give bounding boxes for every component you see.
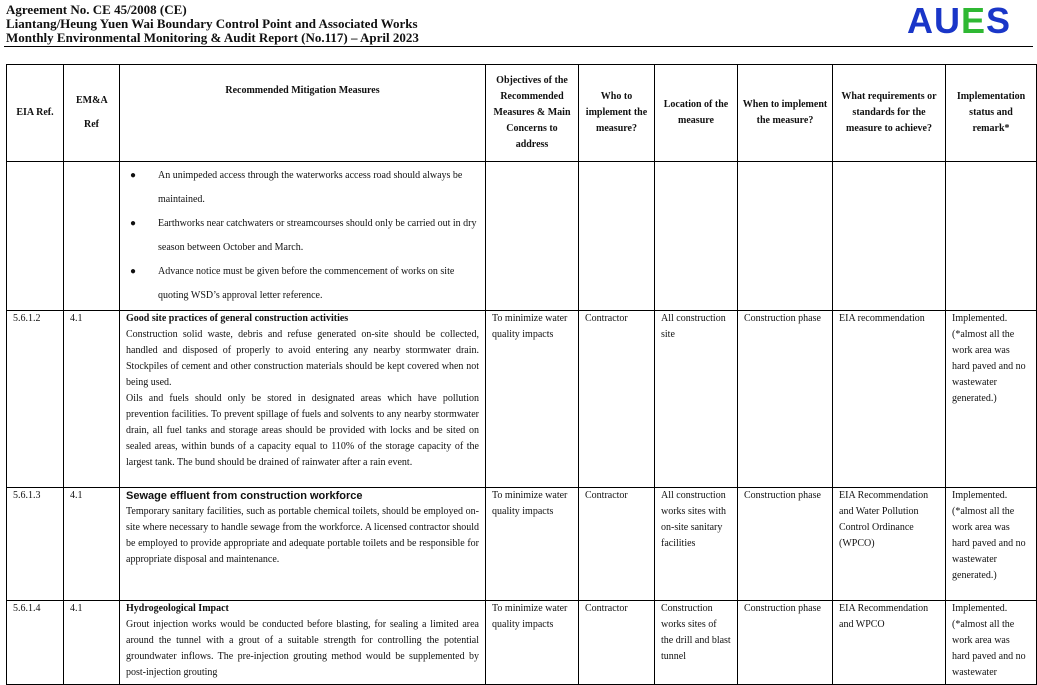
when-cell: Construction phase	[738, 311, 833, 488]
mitigation-measures-table	[6, 64, 1037, 685]
table-row	[7, 488, 1037, 601]
measure-title: Hydrogeological Impact	[126, 603, 229, 614]
who-cell: Contractor	[579, 488, 655, 601]
col-location: Location of the measure	[655, 65, 738, 162]
list-item: ● Earthworks near catchwaters or streamcourses should only be carried out in dry season between October and March.	[126, 212, 479, 260]
bullet-icon: ●	[130, 170, 137, 181]
project-title: Liantang/Heung Yuen Wai Boundary Control Point and Associated Works	[6, 16, 418, 31]
col-measures: Recommended Mitigation Measures	[120, 65, 486, 162]
location-cell: All construction site	[655, 311, 738, 488]
bullet-icon: ●	[130, 266, 137, 277]
measure-title: Sewage effluent from construction workforce	[126, 490, 363, 502]
who-cell: Contractor	[579, 601, 655, 685]
measure-cell	[120, 601, 486, 685]
report-title: Monthly Environmental Monitoring & Audit Report (No.117) – April 2023	[6, 30, 419, 45]
measure-text: Temporary sanitary facilities, such as portable chemical toilets, should be employed on-site where necessary to handle sewage from the workforce. A licensed contractor should be employed to provide appropriate and adequate portable toilets and be responsible for appropriate disposal and maintenance.	[126, 506, 479, 565]
list-item: ● Advance notice must be given before the commencement of works on site quoting WSD’s approval letter reference.	[126, 260, 479, 308]
table-header-row	[7, 65, 1037, 162]
objectives-cell: To minimize water quality impacts	[486, 311, 579, 488]
objectives-cell: To minimize water quality impacts	[486, 488, 579, 601]
eia-ref-cell: 5.6.1.3	[7, 488, 64, 601]
when-cell: Construction phase	[738, 601, 833, 685]
objectives-cell: To minimize water quality impacts	[486, 601, 579, 685]
aues-logo: AUES	[906, 0, 1011, 41]
ema-ref-cell: 4.1	[64, 311, 120, 488]
table-row	[7, 162, 1037, 311]
col-when: When to implement the measure?	[738, 65, 833, 162]
col-ema-ref: EM&A Ref	[64, 65, 120, 162]
status-cell: Implemented. (*almost all the work area was hard paved and no wastewater	[946, 601, 1037, 685]
eia-ref-cell: 5.6.1.2	[7, 311, 64, 488]
bullet-icon: ●	[130, 218, 137, 229]
ema-ref-cell: 4.1	[64, 488, 120, 601]
col-requirements: What requirements or standards for the measure to achieve?	[833, 65, 946, 162]
status-cell: Implemented. (*almost all the work area was hard paved and no wastewater generated.)	[946, 311, 1037, 488]
requirements-cell: EIA Recommendation and Water Pollution Control Ordinance (WPCO)	[833, 488, 946, 601]
ema-ref-cell: 4.1	[64, 601, 120, 685]
list-item: ● An unimpeded access through the waterworks access road should always be maintained.	[126, 164, 479, 212]
col-eia-ref: EIA Ref.	[7, 65, 64, 162]
location-cell: All construction works sites with on-site sanitary facilities	[655, 488, 738, 601]
status-cell: Implemented. (*almost all the work area was hard paved and no wastewater generated.)	[946, 488, 1037, 601]
table-row	[7, 601, 1037, 685]
agreement-number: Agreement No. CE 45/2008 (CE)	[6, 2, 187, 17]
col-status: Implementation status and remark*	[946, 65, 1037, 162]
eia-ref-cell: 5.6.1.4	[7, 601, 64, 685]
header-rule	[4, 46, 1033, 47]
when-cell: Construction phase	[738, 488, 833, 601]
bullet-list-cell	[120, 162, 486, 311]
col-objectives: Objectives of the Recommended Measures & Main Concerns to address	[486, 65, 579, 162]
col-who: Who to implement the measure?	[579, 65, 655, 162]
measure-title: Good site practices of general construction activities	[126, 313, 349, 324]
measure-cell	[120, 488, 486, 601]
table-row	[7, 311, 1037, 488]
who-cell: Contractor	[579, 311, 655, 488]
requirements-cell: EIA Recommendation and WPCO	[833, 601, 946, 685]
measure-text: Construction solid waste, debris and refuse generated on-site should be collected, handled and disposed of properly to avoid entering any nearby stormwater drain. Stockpiles of cement and other construction materials should be kept covered when not being used.	[126, 329, 479, 388]
measure-text: Grout injection works would be conducted before blasting, for sealing a limited area around the tunnel with a grout of a suitable strength for controlling the potential groundwater inflows. The pre-injection grouting method would be supplemented by post-injection grouting	[126, 619, 479, 678]
measure-text: Oils and fuels should only be stored in designated areas which have pollution prevention facilities. To prevent spillage of fuels and solvents to any nearby stormwater drain, all fuel tanks and storage areas should be provided with locks and be sited on sealed areas, within bunds of a capacity equal to 110% of the storage capacity of the largest tank. The bund should be drained of rainwater after a rain event.	[126, 393, 479, 468]
requirements-cell: EIA recommendation	[833, 311, 946, 488]
location-cell: Construction works sites of the drill and blast tunnel	[655, 601, 738, 685]
measure-cell	[120, 311, 486, 488]
